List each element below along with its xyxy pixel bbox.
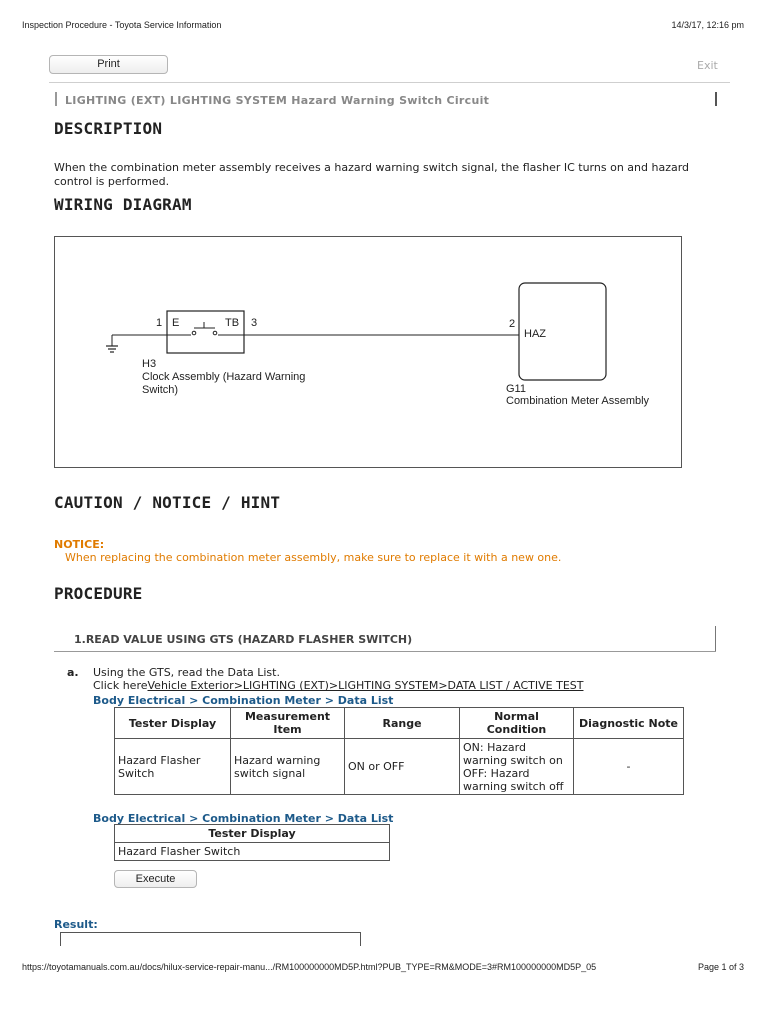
th-diagnostic-note: Diagnostic Note — [574, 708, 684, 739]
h3-name-line1: Clock Assembly (Hazard Warning — [142, 371, 306, 383]
td-measurement-item: Hazard warning switch signal — [231, 739, 345, 795]
td-diagnostic-note: - — [574, 739, 684, 795]
wiring-diagram — [54, 236, 683, 469]
switch-contact — [192, 331, 196, 335]
notice-label: NOTICE: — [54, 538, 105, 551]
pin-e-label: E — [172, 317, 180, 329]
page-number: Page 1 of 3 — [697, 962, 744, 972]
th-normal-condition: Normal Condition — [460, 708, 574, 739]
g11-name: Combination Meter Assembly — [506, 395, 650, 407]
g11-code: G11 — [506, 383, 526, 395]
description-text: When the combination meter assembly receives a hazard warning switch signal, the flasher IC turns on and hazard control is performed. — [54, 161, 690, 188]
diagram-frame — [55, 237, 682, 468]
click-here-prefix: Click here — [93, 679, 148, 692]
caution-heading: CAUTION / NOTICE / HINT — [54, 493, 281, 512]
data-list-link[interactable]: Vehicle Exterior>LIGHTING (EXT)>LIGHTING SYSTEM>DATA LIST / ACTIVE TEST — [147, 679, 584, 692]
result-label: Result: — [54, 918, 98, 931]
pin-tb-number: 3 — [251, 317, 258, 329]
th-tester-display-2: Tester Display — [115, 825, 390, 843]
step-1-underline — [54, 651, 716, 652]
notice-text: When replacing the combination meter assembly, make sure to replace it with a new one. — [65, 551, 562, 564]
exit-link[interactable]: Exit — [697, 59, 718, 72]
data-list-path-1: Body Electrical > Combination Meter > Data List — [93, 694, 394, 707]
pin-e-number: 1 — [156, 317, 163, 329]
print-button[interactable]: Print — [49, 55, 168, 74]
th-measurement-item: Measurement Item — [231, 708, 345, 739]
footer-url: https://toyotamanuals.com.au/docs/hilux-service-repair-manu.../RM100000000MD5P.html?PUB_TYPE=RM&MODE=3#RM100000000MD5P_05 — [22, 962, 597, 972]
td-range: ON or OFF — [345, 739, 460, 795]
h3-name-line2: Switch) — [142, 384, 179, 396]
h3-code: H3 — [142, 358, 157, 370]
substep-a-text: Using the GTS, read the Data List. — [93, 666, 280, 679]
step-1-title: 1.READ VALUE USING GTS (HAZARD FLASHER SWITCH) — [74, 633, 413, 646]
td-normal-condition: ON: Hazard warning switch on OFF: Hazard warning switch off — [460, 739, 574, 795]
th-range: Range — [345, 708, 460, 739]
click-here-line — [93, 679, 583, 692]
description-heading: DESCRIPTION — [54, 119, 163, 138]
th-tester-display: Tester Display — [115, 708, 231, 739]
breadcrumb: LIGHTING (EXT) LIGHTING SYSTEM Hazard Warning Switch Circuit — [65, 94, 490, 107]
pin-haz-label: HAZ — [524, 328, 546, 340]
data-list-table — [114, 707, 684, 795]
breadcrumb-bar-left — [55, 92, 57, 106]
table-row — [115, 843, 390, 861]
step-1-bar — [715, 626, 716, 651]
tester-display-table — [114, 824, 390, 861]
toolbar-divider — [49, 82, 730, 83]
result-box — [60, 932, 361, 946]
print-datetime: 14/3/17, 12:16 pm — [671, 20, 744, 30]
execute-button[interactable]: Execute — [114, 870, 197, 888]
substep-a-label: a. — [67, 666, 79, 679]
pin-tb-label: TB — [225, 317, 240, 329]
procedure-heading: PROCEDURE — [54, 584, 143, 603]
td-tester-display: Hazard Flasher Switch — [115, 739, 231, 795]
table-row — [115, 739, 684, 795]
document-title: Inspection Procedure - Toyota Service Information — [22, 20, 222, 30]
td-hazard-flasher-switch: Hazard Flasher Switch — [115, 843, 390, 861]
breadcrumb-bar-right — [715, 92, 717, 106]
wiring-diagram-heading: WIRING DIAGRAM — [54, 195, 192, 214]
data-list-path-2: Body Electrical > Combination Meter > Data List — [93, 812, 394, 825]
pin-haz-number: 2 — [509, 318, 516, 330]
